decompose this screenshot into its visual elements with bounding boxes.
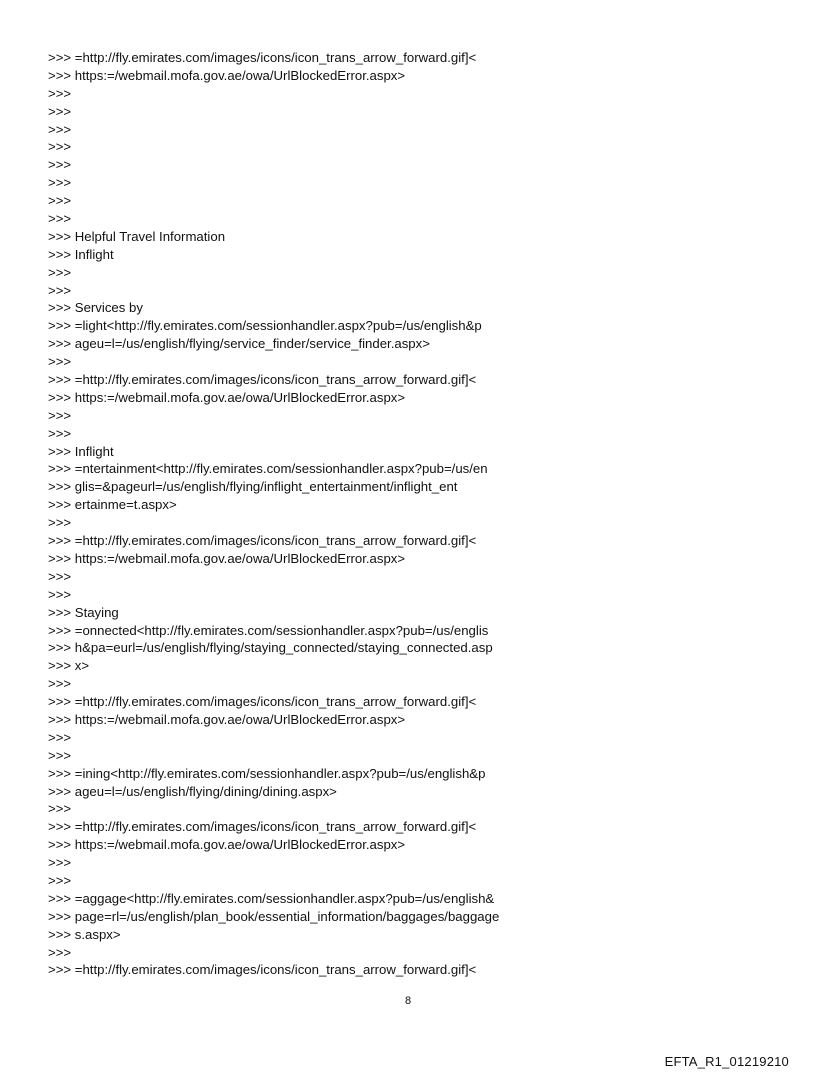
text-line: >>> ageu=l=/us/english/flying/dining/dining.aspx> bbox=[48, 783, 337, 799]
text-line: >>> =http://fly.emirates.com/images/icons/icon_trans_arrow_forward.gif]< bbox=[48, 694, 477, 710]
text-line: >>> https:=/webmail.mofa.gov.ae/owa/UrlBlockedError.aspx> bbox=[48, 711, 406, 727]
text-line: >>> https:=/webmail.mofa.gov.ae/owa/UrlBlockedError.aspx> bbox=[48, 550, 406, 566]
text-line: >>> bbox=[48, 676, 72, 692]
text-line: >>> =http://fly.emirates.com/images/icons/icon_trans_arrow_forward.gif]< bbox=[48, 533, 477, 549]
text-line: >>> bbox=[48, 264, 72, 280]
text-line: >>> Staying bbox=[48, 604, 119, 620]
text-line: >>> bbox=[48, 747, 72, 763]
text-line: >>> bbox=[48, 103, 72, 119]
text-line: >>> Services by bbox=[48, 300, 143, 316]
text-line: >>> bbox=[48, 193, 72, 209]
text-line: >>> s.aspx> bbox=[48, 926, 121, 942]
text-line: >>> https:=/webmail.mofa.gov.ae/owa/UrlBlockedError.aspx> bbox=[48, 837, 406, 853]
text-line: >>> bbox=[48, 354, 72, 370]
text-line: >>> bbox=[48, 175, 72, 191]
text-line: >>> bbox=[48, 85, 72, 101]
text-line: >>> =http://fly.emirates.com/images/icons/icon_trans_arrow_forward.gif]< bbox=[48, 962, 477, 978]
text-line: >>> =onnected<http://fly.emirates.com/sessionhandler.aspx?pub=/us/englis bbox=[48, 622, 489, 638]
text-line: >>> bbox=[48, 139, 72, 155]
text-line: >>> bbox=[48, 586, 72, 602]
text-line: >>> =http://fly.emirates.com/images/icons/icon_trans_arrow_forward.gif]< bbox=[48, 819, 477, 835]
text-line: >>> bbox=[48, 872, 72, 888]
text-line: >>> =aggage<http://fly.emirates.com/sessionhandler.aspx?pub=/us/english& bbox=[48, 890, 495, 906]
text-line: >>> bbox=[48, 729, 72, 745]
text-line: >>> ertainme=t.aspx> bbox=[48, 497, 177, 513]
text-line: >>> =http://fly.emirates.com/images/icons/icon_trans_arrow_forward.gif]< bbox=[48, 50, 477, 65]
document-body bbox=[48, 49, 788, 979]
text-line: >>> x> bbox=[48, 658, 90, 674]
text-line: >>> ageu=l=/us/english/flying/service_finder/service_finder.aspx> bbox=[48, 336, 430, 352]
text-line: >>> bbox=[48, 121, 72, 137]
text-line: >>> bbox=[48, 855, 72, 871]
text-line: >>> bbox=[48, 568, 72, 584]
text-line: >>> Inflight bbox=[48, 443, 114, 459]
text-line: >>> https:=/webmail.mofa.gov.ae/owa/UrlBlockedError.aspx> bbox=[48, 389, 406, 405]
text-line: >>> bbox=[48, 515, 72, 531]
text-line: >>> bbox=[48, 211, 72, 227]
text-line: >>> Helpful Travel Information bbox=[48, 228, 226, 244]
text-line: >>> bbox=[48, 407, 72, 423]
text-line: >>> Inflight bbox=[48, 246, 114, 262]
text-line: >>> =http://fly.emirates.com/images/icons/icon_trans_arrow_forward.gif]< bbox=[48, 372, 477, 388]
text-line: >>> bbox=[48, 157, 72, 173]
text-line: >>> glis=&pageurl=/us/english/flying/inflight_entertainment/inflight_ent bbox=[48, 479, 458, 495]
text-line: >>> bbox=[48, 425, 72, 441]
text-line: >>> bbox=[48, 801, 72, 817]
text-line: >>> https:=/webmail.mofa.gov.ae/owa/UrlBlockedError.aspx> bbox=[48, 67, 406, 83]
text-line: >>> bbox=[48, 282, 72, 298]
document-id: EFTA_R1_01219210 bbox=[664, 1054, 789, 1069]
text-line: >>> bbox=[48, 944, 72, 960]
text-line: >>> =ining<http://fly.emirates.com/sessionhandler.aspx?pub=/us/english&p bbox=[48, 765, 486, 781]
page-number: 8 bbox=[404, 995, 412, 1007]
text-line: >>> =light<http://fly.emirates.com/sessionhandler.aspx?pub=/us/english&p bbox=[48, 318, 482, 334]
text-line: >>> page=rl=/us/english/plan_book/essential_information/baggages/baggage bbox=[48, 908, 500, 924]
text-line: >>> =ntertainment<http://fly.emirates.com/sessionhandler.aspx?pub=/us/en bbox=[48, 461, 488, 477]
text-line: >>> h&pa=eurl=/us/english/flying/staying_connected/staying_connected.asp bbox=[48, 640, 493, 656]
